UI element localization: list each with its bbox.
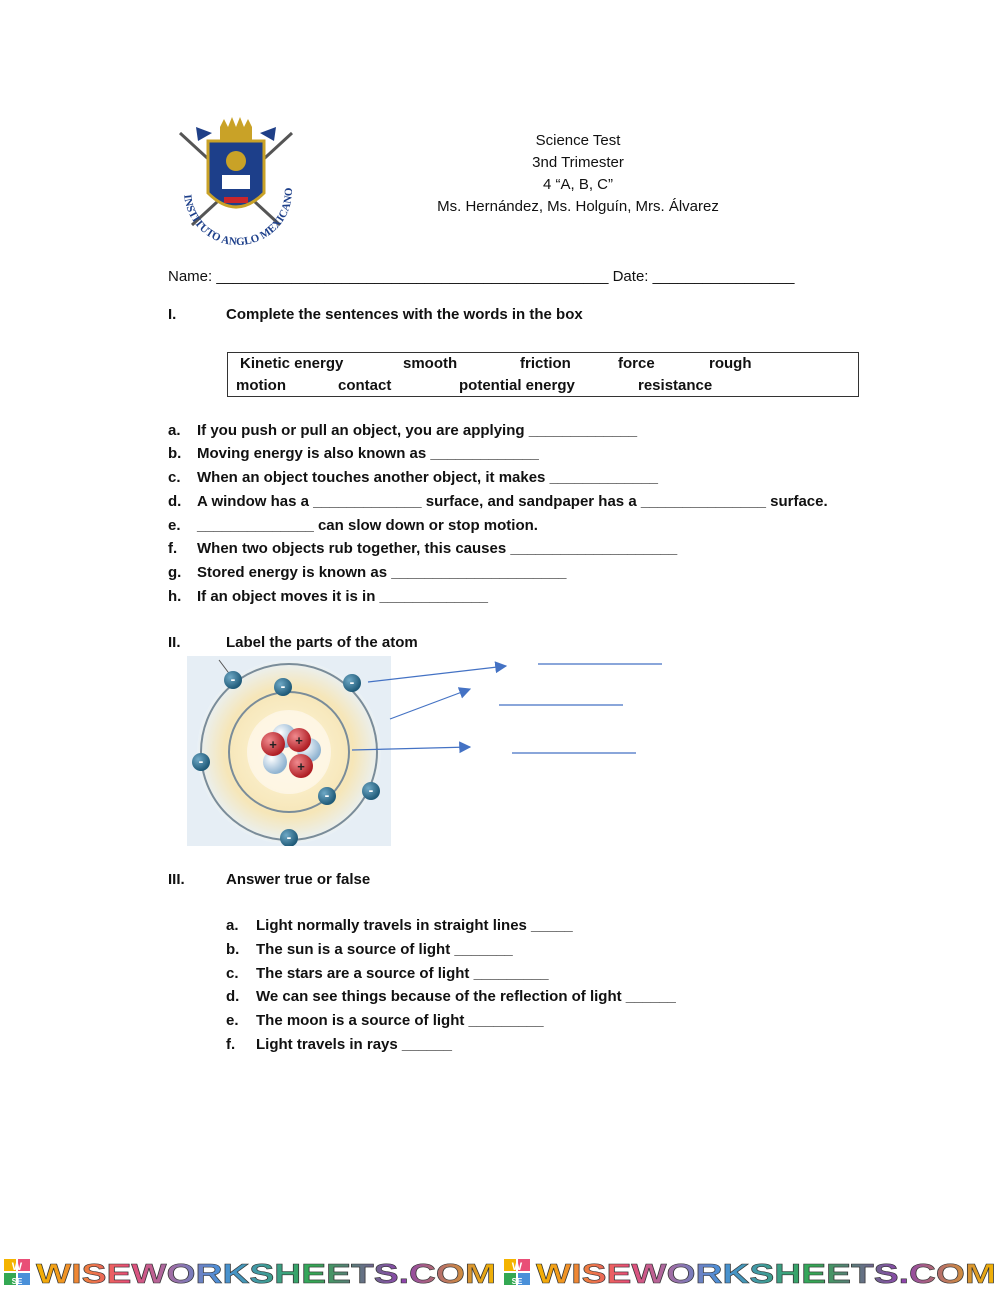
- school-crest-icon: [168, 113, 304, 253]
- question-text: The sun is a source of light _______: [256, 941, 513, 958]
- atom-label-blank[interactable]: [538, 656, 662, 668]
- section-number: III.: [168, 871, 185, 888]
- grade: 4 “A, B, C”: [542, 176, 613, 193]
- section-3-heading: [168, 871, 668, 891]
- question-text: If an object moves it is in _____________: [197, 588, 488, 605]
- electron-sign: -: [349, 674, 355, 690]
- badge-letter: SE: [11, 1277, 23, 1286]
- section-1-questions: [168, 422, 868, 614]
- question-letter: f.: [168, 540, 178, 557]
- question-letter: f.: [226, 1036, 236, 1053]
- watermark-badge-icon: [4, 1259, 30, 1286]
- question-letter: a.: [168, 422, 181, 439]
- proton-sign: +: [297, 759, 305, 774]
- word-bank-item: rough: [709, 355, 752, 372]
- question-letter: d.: [168, 493, 182, 510]
- watermark-badge-icon: [504, 1259, 530, 1286]
- section-title: Label the parts of the atom: [226, 634, 418, 651]
- question-letter: a.: [226, 917, 239, 934]
- question-text: When two objects rub together, this causes ____________________: [197, 540, 678, 557]
- word-bank-item: resistance: [638, 377, 713, 394]
- proton-sign: +: [269, 737, 277, 752]
- question-text: We can see things because of the reflection of light ______: [256, 988, 676, 1005]
- question-letter: b.: [168, 445, 182, 462]
- test-title: Science Test: [535, 132, 621, 149]
- word-bank-item: contact: [338, 377, 392, 394]
- question-text: Stored energy is known as _____________________: [197, 564, 567, 581]
- section-title: Complete the sentences with the words in the box: [226, 306, 583, 323]
- electron-sign: -: [198, 753, 204, 769]
- section-3-questions: [226, 917, 826, 1065]
- footer-watermark: [0, 1256, 1000, 1288]
- watermark-banner: [0, 1256, 1000, 1288]
- name-date-field[interactable]: Name: _______________________________________________ Date: _________________: [168, 268, 795, 285]
- question-text: The moon is a source of light _________: [256, 1012, 544, 1029]
- word-bank-item: potential energy: [459, 377, 575, 394]
- electron-sign: -: [368, 782, 374, 798]
- question-text: When an object touches another object, it makes _____________: [197, 469, 659, 486]
- question-text: A window has a _____________ surface, and sandpaper has a _______________ surface.: [197, 493, 828, 510]
- badge-letter: SE: [511, 1277, 523, 1286]
- electron-sign: -: [286, 829, 292, 845]
- school-logo: [168, 113, 304, 253]
- badge-letter: W: [11, 1261, 23, 1273]
- atom-label-blank[interactable]: [499, 697, 623, 709]
- question-letter: h.: [168, 588, 182, 605]
- section-title: Answer true or false: [226, 871, 371, 888]
- word-bank-item: force: [618, 355, 655, 372]
- atom-label-blank[interactable]: [512, 745, 636, 757]
- electron-sign: -: [280, 678, 286, 694]
- teachers: Ms. Hernández, Ms. Holguín, Mrs. Álvarez: [437, 198, 719, 215]
- question-text: If you push or pull an object, you are applying _____________: [197, 422, 638, 439]
- proton-sign: +: [295, 733, 303, 748]
- question-letter: g.: [168, 564, 182, 581]
- word-bank-item: friction: [520, 355, 571, 372]
- electron-sign: -: [230, 671, 236, 687]
- section-number: II.: [168, 634, 181, 651]
- badge-letter: W: [511, 1261, 523, 1273]
- question-letter: b.: [226, 941, 240, 958]
- question-text: Light normally travels in straight lines _____: [256, 917, 573, 934]
- word-bank-item: Kinetic energy: [240, 355, 344, 372]
- question-text: Moving energy is also known as _____________: [197, 445, 539, 462]
- logo-text: INSTITUTO ANGLO MEXICANO: [181, 187, 296, 249]
- test-header: [380, 130, 776, 218]
- watermark-text: WISEWORKSHEETS.COM: [536, 1258, 996, 1288]
- question-letter: e.: [226, 1012, 239, 1029]
- question-letter: c.: [168, 469, 181, 486]
- word-bank-item: smooth: [403, 355, 458, 372]
- question-text: The stars are a source of light _________: [256, 965, 549, 982]
- question-letter: e.: [168, 517, 181, 534]
- trimester: 3nd Trimester: [532, 154, 624, 171]
- electron-sign: -: [324, 787, 330, 803]
- watermark-text: WISEWORKSHEETS.COM: [36, 1258, 496, 1288]
- section-number: I.: [168, 306, 177, 323]
- question-letter: c.: [226, 965, 239, 982]
- question-text: Light travels in rays ______: [256, 1036, 452, 1053]
- section-2-heading: [168, 634, 668, 654]
- word-bank-item: motion: [236, 377, 286, 394]
- question-text: ______________ can slow down or stop motion.: [197, 517, 538, 534]
- word-bank: [227, 352, 859, 397]
- question-letter: d.: [226, 988, 240, 1005]
- section-1-heading: [168, 306, 668, 326]
